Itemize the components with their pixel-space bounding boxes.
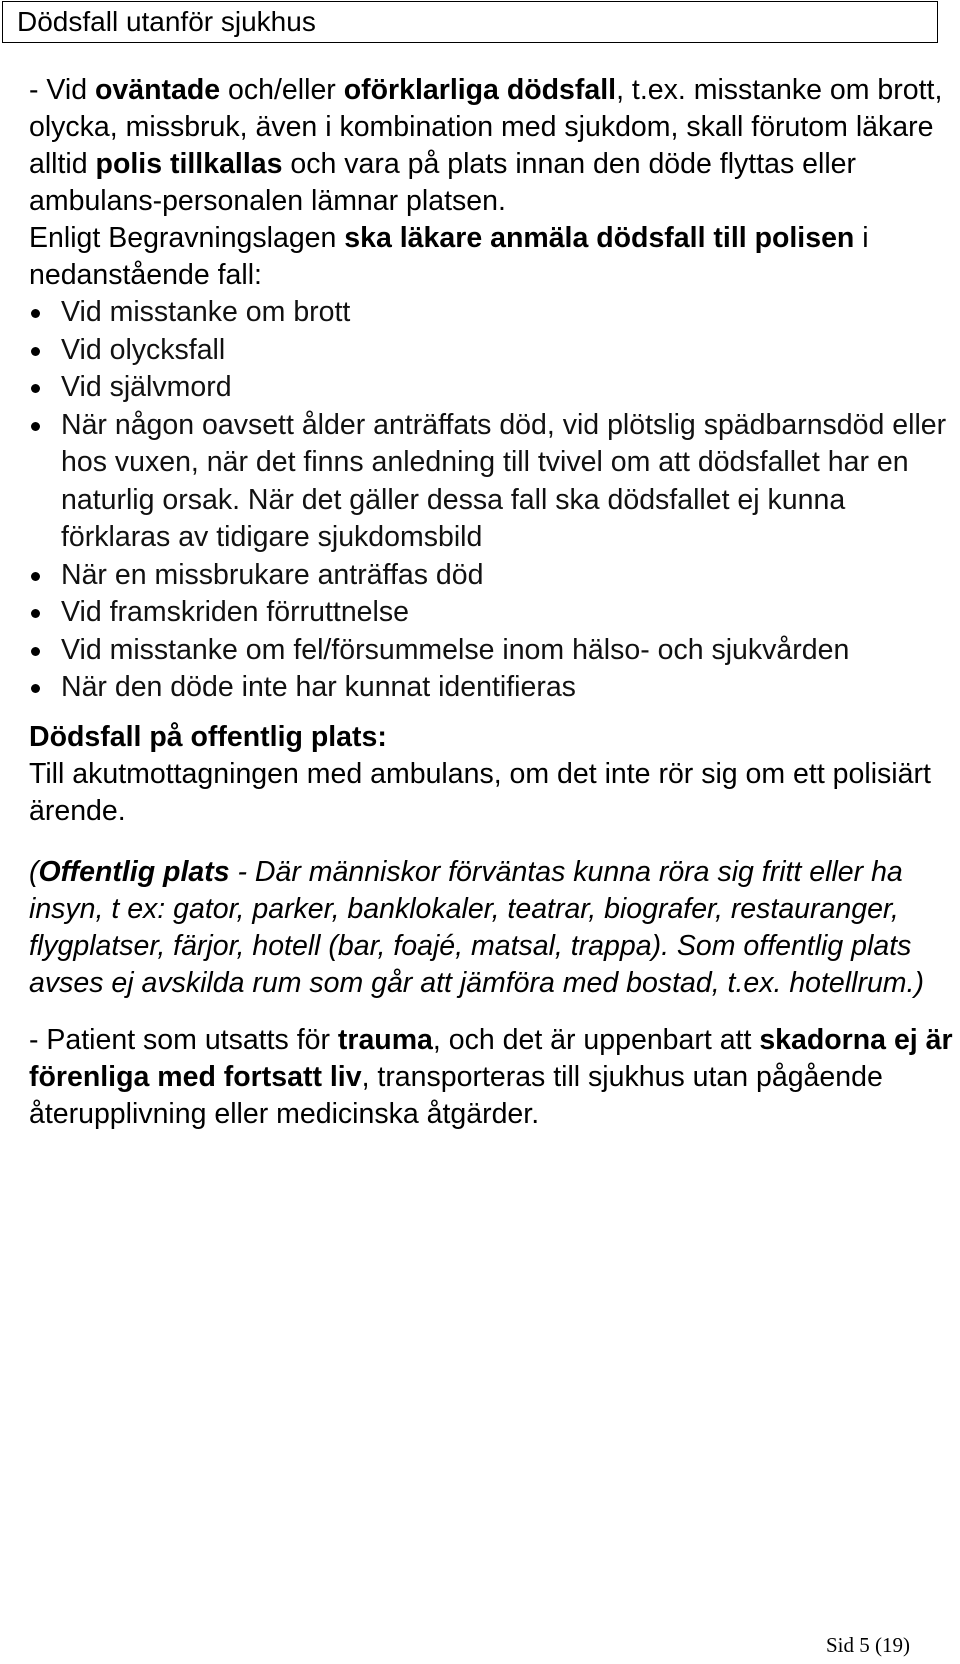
public-place-definition: (Offentlig plats - Där människor förväntas kunna röra sig fritt eller ha insyn, t ex: gator, parker, banklokaler, teatrar, biografer, restauranger, flygplatser, färjor, hotell (bar, foajé, matsal, trappa). Som offentlig plats avses ej avskilda rum som går att jämföra med bostad, t.ex. hotellrum.) <box>29 855 924 999</box>
list-item: När någon oavsett ålder anträffats död, vid plötslig spädbarnsdöd eller hos vuxen, när det finns anledning till tvivel om att dödsfallet har en naturlig orsak. När det gäller dessa fall ska dödsfallet ej kunna förklaras av tidigare sjukdomsbild <box>29 407 957 557</box>
law-text-1: Enligt Begravningslagen <box>29 222 345 254</box>
intro-bold-3: polis tillkallas <box>95 148 283 180</box>
section-header <box>2 1 938 43</box>
law-bold: ska läkare anmäla dödsfall till polisen <box>344 222 855 254</box>
intro-text-1: - Vid <box>29 74 96 106</box>
intro-text-2: och/eller <box>220 74 344 106</box>
definition-text: - Där människor förväntas kunna röra sig fritt eller ha insyn, t ex: gator, parker, banklokaler, teatrar, biografer, restauranger, flygplatser, färjor, hotell (bar, foajé, matsal, trappa). Som offentlig plats avses ej avskilda rum som går att jämföra med bostad, t.ex. hotellrum.) <box>29 855 924 999</box>
list-item: Vid misstanke om brott <box>29 294 957 332</box>
list-item: Vid olycksfall <box>29 332 957 370</box>
law-paragraph <box>29 220 957 294</box>
intro-bold-2: oförklarliga dödsfall <box>343 74 617 106</box>
report-cases-list <box>29 294 957 707</box>
public-place-heading: Dödsfall på offentlig plats: <box>29 720 387 753</box>
list-item: När den döde inte har kunnat identifieras <box>29 669 957 707</box>
definition-term: Offentlig plats <box>38 855 230 888</box>
intro-text-4: och vara på plats innan den döde flyttas eller ambulans-personalen lämnar platsen. <box>29 148 856 217</box>
intro-bold-1: oväntade <box>95 74 221 106</box>
list-item: Vid misstanke om fel/försummelse inom hälso- och sjukvården <box>29 632 957 670</box>
list-item: Vid självmord <box>29 369 957 407</box>
public-place-text: Till akutmottagningen med ambulans, om det inte rör sig om ett polisiärt ärende. <box>29 757 931 827</box>
intro-text-3: , t.ex. misstanke om brott, olycka, missbruk, även i kombination med sjukdom, skall förutom läkare alltid <box>29 74 943 180</box>
list-item: Vid framskriden förruttnelse <box>29 594 957 632</box>
trauma-bold-2: skadorna ej är förenliga med fortsatt liv <box>29 1023 953 1093</box>
trauma-paragraph: - Patient som utsatts för trauma, och det är uppenbart att skadorna ej är förenliga med fortsatt liv, transporteras till sjukhus utan pågående återupplivning eller medicinska åtgärder. <box>29 1023 953 1130</box>
trauma-bold-1: trauma <box>337 1023 433 1056</box>
document-body <box>29 72 957 1133</box>
list-item: När en missbrukare anträffas död <box>29 557 957 595</box>
page-number: Sid 5 (19) <box>826 1633 910 1657</box>
intro-paragraph <box>29 72 957 220</box>
law-text-2: i nedanstående fall: <box>29 222 869 291</box>
section-title: Dödsfall utanför sjukhus <box>17 6 316 37</box>
